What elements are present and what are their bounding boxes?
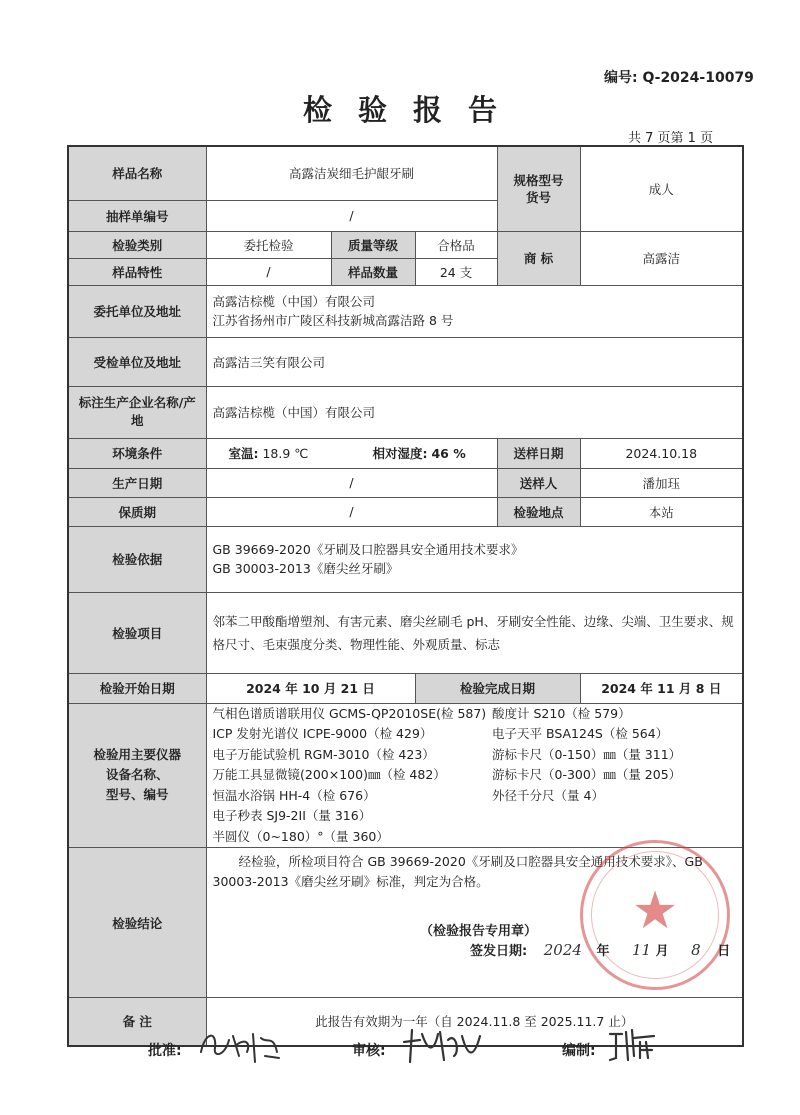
equipment-item: 半圆仪（0~180）°（量 360） — [212, 828, 389, 844]
equipment-item: 游标卡尺（0-300）㎜（量 205） — [492, 767, 682, 782]
brand-label: 商 标 — [497, 231, 580, 285]
env-value — [206, 438, 497, 468]
quality-grade-value: 合格品 — [415, 231, 497, 258]
review-label: 审核: — [352, 1043, 386, 1059]
equipment-item: 电子天平 BSA124S（检 564） — [492, 726, 669, 741]
items-label: 检验项目 — [68, 592, 206, 673]
sample-name-label: 样品名称 — [68, 146, 206, 200]
inspection-type-value: 委托检验 — [206, 231, 331, 258]
sample-qty-value: 24 支 — [415, 258, 497, 285]
humidity-value: 46 % — [431, 446, 466, 461]
sign-day: 8 — [691, 941, 701, 959]
equipment-label — [68, 703, 206, 848]
sender-value: 潘加珏 — [580, 468, 743, 497]
sampling-no-value: / — [206, 200, 497, 231]
equipment-item: 万能工具显微镜(200×100)㎜（检 482） — [212, 767, 446, 782]
sign-year: 2024 — [543, 941, 582, 959]
sign-date — [470, 940, 730, 959]
seal-caption: （检验报告专用章） — [420, 924, 538, 939]
delivery-date-value: 2024.10.18 — [580, 438, 743, 468]
sample-feature-value: / — [206, 258, 331, 285]
equipment-item: 电子万能试验机 RGM-3010（检 423） — [212, 746, 435, 762]
sampling-no-label: 抽样单编号 — [68, 200, 206, 231]
equipment-label-line-1: 检验用主要仪器 — [93, 747, 181, 763]
remark-value: 此报告有效期为一年（自 2024.11.8 至 2025.11.7 止） — [206, 998, 743, 1046]
approve-label: 批准: — [148, 1043, 182, 1059]
shelf-life-label: 保质期 — [68, 497, 206, 526]
approve-signature — [195, 1022, 285, 1068]
equipment-label-line-3: 型号、编号 — [105, 787, 169, 803]
spec-label: 规格型号 货号 — [497, 146, 580, 231]
conclusion-label: 检验结论 — [68, 848, 206, 998]
sign-month: 11 — [632, 941, 652, 959]
basis-standard-1: GB 39669-2020《牙刷及口腔器具安全通用技术要求》 — [212, 542, 524, 557]
sign-month-unit: 月 — [655, 944, 669, 959]
inspection-type-label: 检验类别 — [68, 231, 206, 258]
review-signature — [398, 1022, 488, 1068]
humidity-label: 相对湿度: — [372, 446, 428, 461]
prod-date-label: 生产日期 — [68, 468, 206, 497]
inspected-unit-label: 受检单位及地址 — [68, 337, 206, 386]
temp-value: 18.9 ℃ — [262, 446, 309, 461]
seal-star-icon: ★ — [631, 881, 679, 941]
compile-label: 编制: — [562, 1043, 596, 1059]
sample-qty-label: 样品数量 — [331, 258, 415, 285]
equipment-right-column — [492, 704, 736, 848]
equipment-item: 酸度计 S210（检 579） — [492, 705, 631, 721]
sample-name-value: 高露洁炭细毛护龈牙刷 — [206, 146, 497, 200]
sender-label: 送样人 — [497, 468, 580, 497]
manufacturer-label: 标注生产企业名称/产地 — [68, 386, 206, 438]
start-date-value: 2024 年 10 月 21 日 — [206, 673, 415, 703]
sign-year-unit: 年 — [596, 944, 610, 959]
start-date-label: 检验开始日期 — [68, 673, 206, 703]
equipment-item: ICP 发射光谱仪 ICPE-9000（检 429） — [212, 726, 433, 741]
equipment-item: 恒温水浴锅 HH-4（检 676） — [212, 787, 376, 803]
basis-standard-2: GB 30003-2013《磨尖丝牙刷》 — [212, 561, 399, 576]
client-label: 委托单位及地址 — [68, 285, 206, 337]
manufacturer-value: 高露洁棕榄（中国）有限公司 — [206, 386, 743, 438]
brand-value: 高露洁 — [580, 231, 743, 285]
basis-value — [206, 526, 743, 592]
sign-day-unit: 日 — [717, 944, 731, 959]
equipment-item: 游标卡尺（0-150）㎜（量 311） — [492, 746, 682, 762]
location-label: 检验地点 — [497, 497, 580, 526]
sign-date-label: 签发日期: — [470, 944, 528, 959]
delivery-date-label: 送样日期 — [497, 438, 580, 468]
shelf-life-value: / — [206, 497, 497, 526]
basis-label: 检验依据 — [68, 526, 206, 592]
equipment-left-column — [213, 704, 487, 848]
end-date-label: 检验完成日期 — [415, 673, 580, 703]
equipment-list — [206, 703, 743, 848]
compile-signature — [606, 1022, 666, 1068]
prod-date-value: / — [206, 468, 497, 497]
sample-feature-label: 样品特性 — [68, 258, 206, 285]
spec-value: 成人 — [580, 146, 743, 231]
official-seal — [580, 840, 730, 990]
temp-label: 室温: — [228, 446, 259, 461]
equipment-item: 外径千分尺（量 4） — [492, 787, 604, 803]
page-count: 共 7 页第 1 页 — [628, 131, 714, 146]
client-value — [206, 285, 743, 337]
items-value: 邻苯二甲酸酯增塑剂、有害元素、磨尖丝刷毛 pH、牙刷安全性能、边缘、尖端、卫生要求、规格尺寸、毛束强度分类、物理性能、外观质量、标志 — [206, 592, 743, 673]
inspected-unit-value: 高露洁三笑有限公司 — [206, 337, 743, 386]
quality-grade-label: 质量等级 — [331, 231, 415, 258]
equipment-item: 电子秒表 SJ9-2II（量 316） — [212, 808, 372, 823]
conclusion-text: 经检验，所检项目符合 GB 39669-2020《牙刷及口腔器具安全通用技术要求》、GB 30003-2013《磨尖丝牙刷》标准，判定为合格。 — [212, 854, 703, 889]
equipment-item: 气相色谱质谱联用仪 GCMS-QP2010SE(检 587) — [212, 705, 487, 721]
env-label: 环境条件 — [68, 438, 206, 468]
end-date-value: 2024 年 11 月 8 日 — [580, 673, 743, 703]
client-address: 江苏省扬州市广陵区科技新城高露洁路 8 号 — [212, 313, 454, 328]
report-number: 编号: Q-2024-10079 — [604, 70, 754, 86]
client-name: 高露洁棕榄（中国）有限公司 — [212, 294, 376, 309]
page-title: 检验报告 — [302, 93, 523, 127]
equipment-label-line-2: 设备名称、 — [105, 767, 169, 783]
remark-label: 备 注 — [68, 998, 206, 1046]
location-value: 本站 — [580, 497, 743, 526]
